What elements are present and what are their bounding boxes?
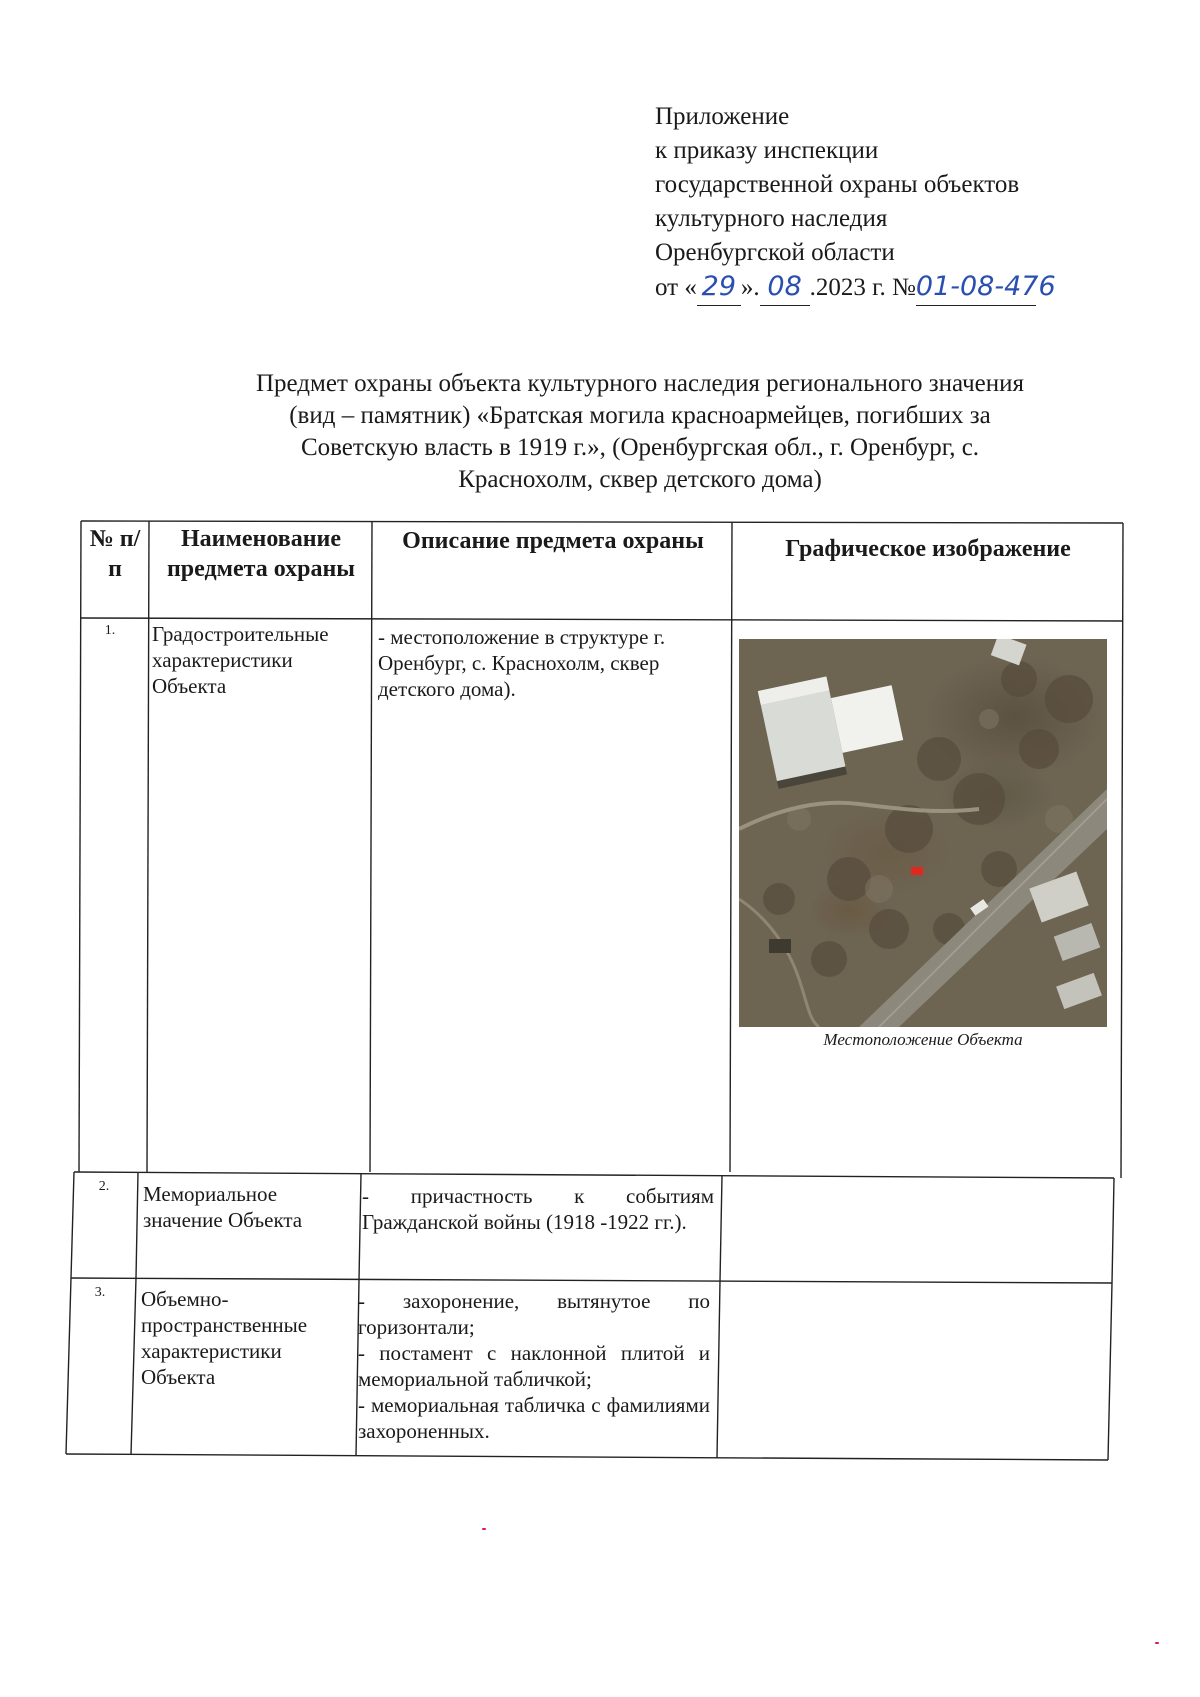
handwritten-order-number: 01-08-476 — [915, 271, 1056, 302]
row-2-number: 2. — [98, 1179, 110, 1194]
appendix-line-5: Оренбургской области — [655, 239, 895, 266]
image-caption: Местоположение Объекта — [823, 1030, 1023, 1049]
handwritten-month: 08 — [767, 271, 802, 302]
row-3-description — [358, 1288, 710, 1444]
document-title — [160, 368, 1120, 496]
row-3-item-3: - мемориальная табличка с фамилиями захороненных. — [358, 1393, 710, 1443]
title-line-1: Предмет охраны объекта культурного наследия регионального значения — [255, 370, 1025, 397]
header-name: Наименование предмета охраны — [166, 526, 356, 582]
row-1-number: 1. — [104, 623, 116, 638]
row-3-item-1: - захоронение, вытянутое по горизонтали; — [358, 1289, 710, 1339]
header-number: № п/п — [89, 526, 141, 582]
aerial-map-image — [739, 639, 1107, 1027]
title-line-4: Краснохолм, сквер детского дома) — [458, 466, 822, 493]
row-3-number: 3. — [94, 1285, 106, 1300]
row-3-item-2: - постамент с наклонной плитой и мемориальной табличкой; — [358, 1341, 710, 1391]
appendix-title: Приложение — [655, 103, 790, 130]
date-year: .2023 г. № — [809, 274, 916, 301]
row-2-name: Мемориальное значение Объекта — [143, 1182, 303, 1232]
object-location-marker — [911, 867, 923, 875]
header-description: Описание предмета охраны — [402, 528, 704, 554]
appendix-line-2: к приказу инспекции — [655, 137, 879, 164]
aerial-map-drawing — [739, 639, 1107, 1027]
appendix-line-4: культурного наследия — [655, 205, 888, 232]
row-3-name: Объемно-пространственные характеристики Объекта — [141, 1287, 308, 1389]
appendix-block — [655, 100, 1115, 306]
row-2-description: - причастность к событиям Гражданской войны (1918 -1922 гг.). — [362, 1184, 714, 1234]
title-line-3: Советскую власть в 1919 г.», (Оренбургская обл., г. Оренбург, с. — [300, 434, 980, 461]
appendix-line-3: государственной охраны объектов — [655, 171, 1020, 198]
date-prefix: от « — [655, 274, 697, 301]
row-1-description: - местоположение в структуре г. Оренбург, с. Краснохолм, сквер детского дома). — [378, 625, 666, 701]
appendix-date-line — [655, 270, 1115, 306]
row-1-name: Градостроительные характеристики Объекта — [152, 622, 329, 698]
date-separator: ». — [740, 274, 760, 301]
header-image: Графическое изображение — [785, 536, 1071, 562]
handwritten-day: 29 — [701, 271, 737, 302]
title-line-2: (вид – памятник) «Братская могила красноармейцев, погибших за — [289, 402, 991, 429]
